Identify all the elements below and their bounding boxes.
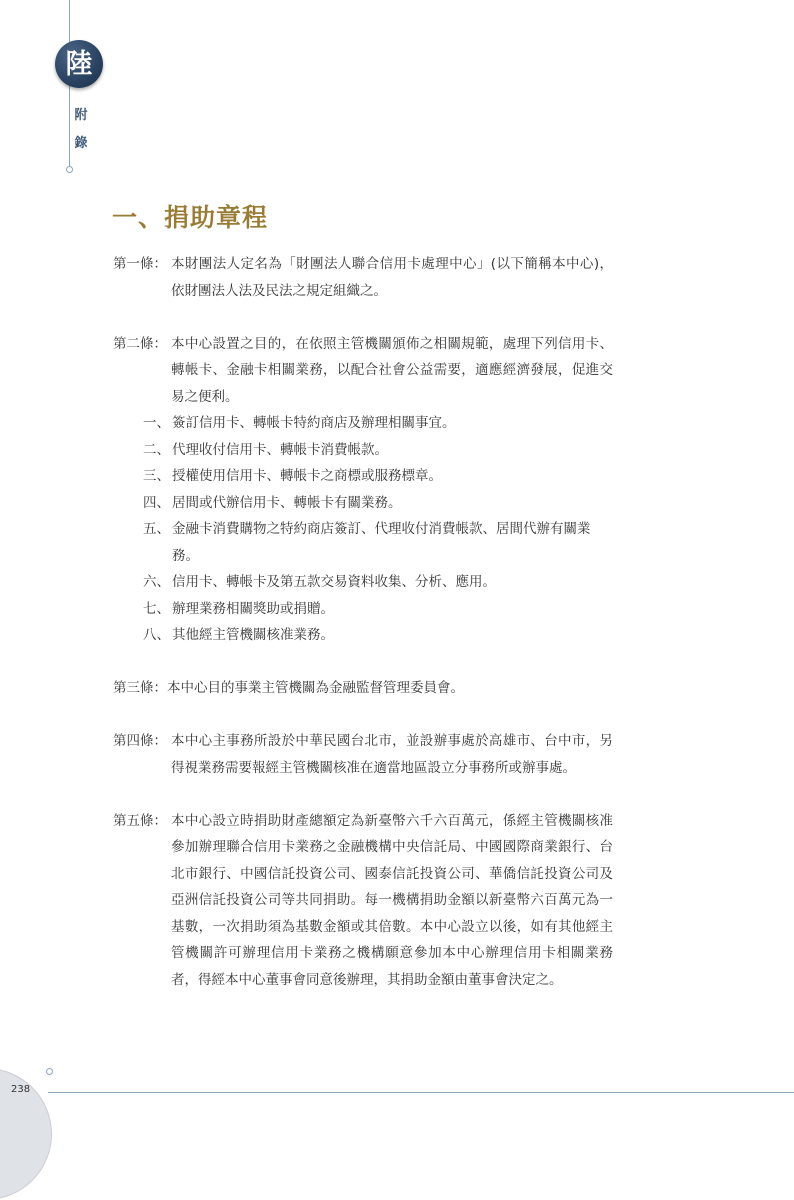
item-number: 七、 xyxy=(143,600,170,617)
item-text: 授權使用信用卡、轉帳卡之商標或服務標章。 xyxy=(172,468,442,484)
list-item xyxy=(143,410,613,437)
article-1 xyxy=(113,251,613,304)
item-number: 三、 xyxy=(143,468,170,484)
item-text: 簽訂信用卡、轉帳卡特約商店及辦理相關事宜。 xyxy=(172,415,456,431)
chapter-side-label xyxy=(73,102,89,158)
article-5 xyxy=(113,808,613,994)
chapter-emblem-char: 陸 xyxy=(65,48,93,80)
article-text: 本中心主事務所設於中華民國台北市，並設辦事處於高雄市、台中市，另得視業務需要報經主管機關核准在適當地區設立分事務所或辦事處。 xyxy=(171,733,613,776)
item-number: 八、 xyxy=(143,627,170,643)
article-label: 第二條： xyxy=(113,335,167,352)
article-2 xyxy=(113,331,613,411)
item-text: 居間或代辦信用卡、轉帳卡有關業務。 xyxy=(172,494,402,511)
chapter-line-end-dot xyxy=(66,166,73,173)
item-number: 一、 xyxy=(143,415,170,431)
article-label: 第五條： xyxy=(113,812,167,829)
list-item xyxy=(143,490,613,517)
item-number: 四、 xyxy=(143,494,170,511)
side-label-char: 錄 xyxy=(74,136,88,151)
list-item xyxy=(143,569,613,596)
footer-rule xyxy=(48,1092,794,1093)
list-item xyxy=(143,622,613,649)
list-item xyxy=(143,463,613,490)
article-4 xyxy=(113,728,613,781)
list-item xyxy=(143,516,613,569)
item-number: 六、 xyxy=(143,574,170,590)
item-number: 二、 xyxy=(143,441,170,458)
article-label: 第四條： xyxy=(113,733,167,749)
article-label: 第三條： xyxy=(113,680,167,696)
article-2-item-list xyxy=(113,410,613,649)
article-label: 第一條： xyxy=(113,256,167,272)
article-3 xyxy=(113,675,613,702)
section-title: 一、捐助章程 xyxy=(112,203,269,232)
article-text: 本財團法人定名為「財團法人聯合信用卡處理中心」(以下簡稱本中心)，依財團法人法及民法之規定組織之。 xyxy=(171,256,613,299)
chapter-emblem xyxy=(55,40,103,88)
item-text: 金融卡消費購物之特約商店簽訂、代理收付消費帳款、居間代辦有關業務。 xyxy=(172,521,591,564)
item-text: 代理收付信用卡、轉帳卡消費帳款。 xyxy=(172,441,388,458)
item-text: 信用卡、轉帳卡及第五款交易資料收集、分析、應用。 xyxy=(172,574,496,590)
item-number: 五、 xyxy=(143,521,170,537)
list-item xyxy=(143,437,613,464)
page-number: 238 xyxy=(11,1084,31,1095)
item-text: 其他經主管機關核准業務。 xyxy=(172,627,334,643)
list-item xyxy=(143,596,613,623)
item-text: 辦理業務相關獎助或捐贈。 xyxy=(172,600,334,617)
footer-line-dot xyxy=(46,1068,53,1075)
side-label-char: 附 xyxy=(74,108,88,123)
article-text: 本中心設置之目的，在依照主管機關頒佈之相關規範，處理下列信用卡、轉帳卡、金融卡相關業務，以配合社會公益需要，適應經濟發展，促進交易之便利。 xyxy=(171,335,613,405)
article-text: 本中心設立時捐助財產總額定為新臺幣六千六百萬元，係經主管機關核准參加辦理聯合信用卡業務之金融機構中央信託局、中國國際商業銀行、台北市銀行、中國信託投資公司、國泰信託投資公司、華僑信託投資公司及亞洲信託投資公司等共同捐助。每一機構捐助金額以新臺幣六百萬元為一基數，一次捐助須為基數金額或其倍數。本中心設立以後，如有其他經主管機關許可辦理信用卡業務之機構願意參加本中心辦理信用卡相關業務者，得經本中心董事會同意後辦理，其捐助金額由董事會決定之。 xyxy=(171,812,613,988)
article-text: 本中心目的事業主管機關為金融監督管理委員會。 xyxy=(167,680,464,696)
document-body xyxy=(113,251,613,993)
